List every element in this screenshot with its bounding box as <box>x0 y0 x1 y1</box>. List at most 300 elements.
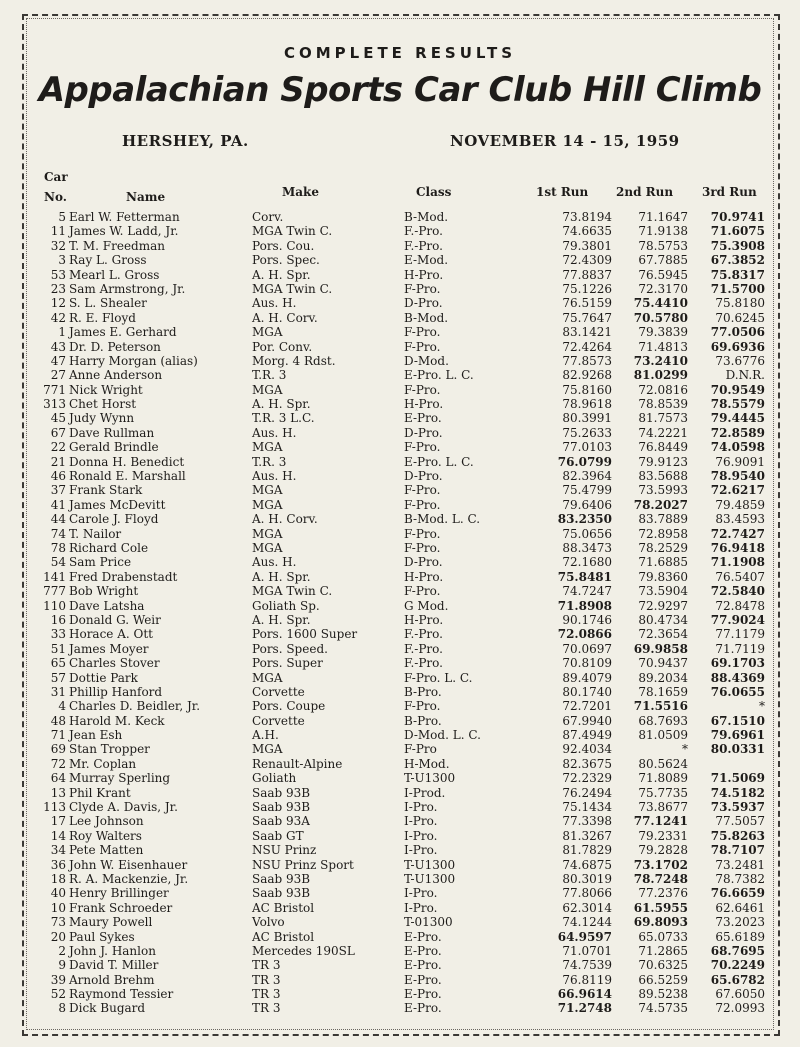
table-row <box>0 699 800 713</box>
run3-time: 75.8180 <box>715 296 765 311</box>
run3-time: 69.6936 <box>710 339 765 354</box>
car-number: 113 <box>43 800 66 815</box>
car-number: 43 <box>50 339 66 354</box>
driver-name: Frank Stark <box>69 483 143 498</box>
run3-time: 71.7119 <box>715 641 765 656</box>
table-row <box>0 296 800 310</box>
car-number: 313 <box>43 397 66 412</box>
run1-time: 79.6406 <box>562 497 612 512</box>
car-make: MGA <box>252 325 283 340</box>
car-make: TR 3 <box>252 972 281 987</box>
car-number: 36 <box>50 857 66 872</box>
car-make: AC Bristol <box>252 900 315 915</box>
run3-time: 72.0993 <box>715 1001 765 1016</box>
car-make: Pors. Cou. <box>252 238 315 253</box>
table-row <box>0 944 800 958</box>
driver-name: Phil Krant <box>69 785 131 800</box>
run1-time: 64.9597 <box>557 929 612 944</box>
table-row <box>0 411 800 425</box>
run3-time: 77.9024 <box>710 612 765 627</box>
run1-time: 75.0656 <box>562 526 612 541</box>
run1-time: 74.7539 <box>562 958 612 973</box>
run2-time: 75.7735 <box>638 785 688 800</box>
car-make: TR 3 <box>252 958 281 973</box>
run1-time: 74.7247 <box>562 584 612 599</box>
run2-time: 72.8958 <box>638 526 688 541</box>
car-number: 69 <box>50 742 66 757</box>
run2-time: 83.5688 <box>638 469 688 484</box>
run3-time: 62.6461 <box>715 900 765 915</box>
car-make: NSU Prinz Sport <box>252 857 354 872</box>
table-row <box>0 886 800 900</box>
car-class: F-Pro. <box>404 339 441 354</box>
car-number: 57 <box>50 670 66 685</box>
car-number: 45 <box>50 411 66 426</box>
run1-time: 82.3964 <box>562 469 612 484</box>
car-number: 42 <box>50 310 66 325</box>
run1-time: 75.2633 <box>562 425 612 440</box>
run2-time: 76.8449 <box>638 440 688 455</box>
car-make: Corvette <box>252 684 305 699</box>
run2-time: 72.0816 <box>638 382 688 397</box>
table-row <box>0 455 800 469</box>
table-row <box>0 786 800 800</box>
car-class: D-Pro. <box>404 469 443 484</box>
car-class: F.-Pro. <box>404 641 443 656</box>
car-number: 110 <box>43 598 66 613</box>
run3-time: 74.5182 <box>710 785 765 800</box>
car-number: 67 <box>50 425 66 440</box>
results-kicker: COMPLETE RESULTS <box>283 44 517 62</box>
driver-name: Phillip Hanford <box>69 684 163 699</box>
run3-time: 79.4445 <box>710 411 765 426</box>
run2-time: 78.8539 <box>638 397 688 412</box>
car-number: 64 <box>50 771 66 786</box>
run2-time: 76.5945 <box>638 267 688 282</box>
driver-name: Ronald E. Marshall <box>69 469 186 484</box>
driver-name: Judy Wynn <box>69 411 135 426</box>
car-class: B-Pro. <box>404 713 442 728</box>
run3-time: 80.0331 <box>710 742 765 757</box>
car-number: 8 <box>58 1001 66 1016</box>
car-make: Pors. 1600 Super <box>252 627 358 642</box>
run3-time: 69.1703 <box>710 656 765 671</box>
car-make: Pors. Super <box>252 656 323 671</box>
run3-time: 76.9091 <box>715 454 765 469</box>
run2-time: 72.9297 <box>638 598 688 613</box>
driver-name: Sam Armstrong, Jr. <box>69 281 186 296</box>
car-number: 53 <box>50 267 66 282</box>
table-row <box>0 282 800 296</box>
run3-time: 72.5840 <box>710 584 765 599</box>
run3-time: 72.6217 <box>710 483 765 498</box>
car-class: E-Pro. L. C. <box>404 368 474 383</box>
col-header-run1: 1st Run <box>536 185 589 199</box>
driver-name: Charles Stover <box>69 656 160 671</box>
run2-time: 71.2865 <box>638 943 688 958</box>
run1-time: 77.8066 <box>562 886 612 901</box>
car-make: Corvette <box>252 713 305 728</box>
run1-time: 81.7829 <box>562 843 612 858</box>
driver-name: James McDevitt <box>69 497 166 512</box>
run3-time: 77.1179 <box>715 627 765 642</box>
table-row <box>0 800 800 814</box>
run3-time: 83.4593 <box>715 512 765 527</box>
run2-time: 72.3654 <box>638 627 688 642</box>
run3-time: 65.6189 <box>715 929 765 944</box>
car-class: E-Pro. <box>404 929 442 944</box>
run1-time: 80.3019 <box>562 871 612 886</box>
car-make: MGA Twin C. <box>252 281 333 296</box>
run2-time: 72.3170 <box>638 281 688 296</box>
run3-time: 71.5700 <box>710 281 765 296</box>
run1-time: 77.8573 <box>562 353 612 368</box>
run3-time: 73.5937 <box>710 800 765 815</box>
table-row <box>0 527 800 541</box>
driver-name: Mearl L. Gross <box>69 267 160 282</box>
driver-name: Donna H. Benedict <box>69 454 185 469</box>
car-number: 48 <box>50 713 66 728</box>
run2-time: 74.5735 <box>638 1001 688 1016</box>
driver-name: T. M. Freedman <box>69 238 165 253</box>
run2-time: 71.4813 <box>638 339 688 354</box>
car-class: D-Pro. <box>404 555 443 570</box>
car-class: F-Pro. <box>404 382 441 397</box>
run1-time: 90.1746 <box>562 612 612 627</box>
run3-time: 79.6961 <box>710 728 765 743</box>
run1-time: 71.0701 <box>562 943 612 958</box>
run1-time: 72.2329 <box>562 771 612 786</box>
col-header-run3: 3rd Run <box>702 185 757 199</box>
table-row <box>0 613 800 627</box>
table-row <box>0 599 800 613</box>
car-number: 47 <box>50 353 66 368</box>
run1-time: 70.0697 <box>562 641 612 656</box>
table-row <box>0 771 800 785</box>
run2-time: 68.7693 <box>638 713 688 728</box>
run2-time: 89.2034 <box>638 670 688 685</box>
run1-time: 72.7201 <box>562 699 612 714</box>
run1-time: 82.3675 <box>562 756 612 771</box>
driver-name: S. L. Shealer <box>69 296 147 311</box>
table-row <box>0 426 800 440</box>
driver-name: Dottie Park <box>69 670 138 685</box>
run2-time: 65.0733 <box>638 929 688 944</box>
run1-time: 76.2494 <box>562 785 612 800</box>
car-make: A. H. Spr. <box>252 612 311 627</box>
driver-name: James E. Gerhard <box>69 325 177 340</box>
results-table <box>0 210 800 1016</box>
car-number: 72 <box>50 756 66 771</box>
event-location: HERSHEY, PA. <box>122 132 249 150</box>
car-make: Mercedes 190SL <box>252 943 355 958</box>
car-number: 32 <box>50 238 66 253</box>
car-number: 141 <box>43 569 66 584</box>
run3-time: 78.5579 <box>710 397 765 412</box>
car-make: Aus. H. <box>252 555 297 570</box>
driver-name: John W. Eisenhauer <box>69 857 188 872</box>
car-class: B-Mod. L. C. <box>404 512 481 527</box>
run2-time: 71.1647 <box>638 210 688 224</box>
car-number: 44 <box>50 512 66 527</box>
car-class: B-Pro. <box>404 684 442 699</box>
car-number: 14 <box>50 828 66 843</box>
car-number: 2 <box>58 943 66 958</box>
run2-time: 69.8093 <box>633 915 688 930</box>
car-make: Goliath Sp. <box>252 598 320 613</box>
car-number: 1 <box>58 325 66 340</box>
run3-time: 74.0598 <box>710 440 765 455</box>
car-make: T.R. 3 <box>252 454 287 469</box>
car-class: H-Pro. <box>404 397 444 412</box>
driver-name: Dick Bugard <box>69 1001 146 1016</box>
driver-name: R. A. Mackenzie, Jr. <box>69 871 189 886</box>
table-row <box>0 383 800 397</box>
car-make: Saab 93B <box>252 871 311 886</box>
car-class: E-Pro. L. C. <box>404 454 474 469</box>
car-number: 23 <box>50 281 66 296</box>
run2-time: 78.2027 <box>633 497 688 512</box>
driver-name: Dave Rullman <box>69 425 155 440</box>
car-class: E-Pro. <box>404 1001 442 1016</box>
table-row <box>0 757 800 771</box>
car-class: I-Pro. <box>404 900 438 915</box>
run3-time: 75.3908 <box>710 238 765 253</box>
car-class: F-Pro. <box>404 526 441 541</box>
car-number: 9 <box>58 958 66 973</box>
car-class: F-Pro. <box>404 540 441 555</box>
car-make: Morg. 4 Rdst. <box>252 353 336 368</box>
run2-time: 70.9437 <box>638 656 688 671</box>
run3-time: 78.7382 <box>715 871 765 886</box>
table-row <box>0 685 800 699</box>
driver-name: James Moyer <box>69 641 149 656</box>
car-class: E-Pro. <box>404 987 442 1002</box>
run3-time: 71.6075 <box>710 224 765 239</box>
car-make: Renault-Alpine <box>252 756 343 771</box>
run1-time: 75.4799 <box>562 483 612 498</box>
run3-time: 68.7695 <box>710 943 765 958</box>
car-make: MGA <box>252 440 283 455</box>
car-class: D-Mod. L. C. <box>404 728 481 743</box>
driver-name: Bob Wright <box>69 584 139 599</box>
table-row <box>0 1001 800 1015</box>
table-row <box>0 325 800 339</box>
driver-name: Mr. Coplan <box>69 756 137 771</box>
car-make: A.H. <box>252 728 279 743</box>
driver-name: T. Nailor <box>69 526 122 541</box>
run1-time: 92.4034 <box>562 742 612 757</box>
run2-time: 81.7573 <box>638 411 688 426</box>
run2-time: 79.8360 <box>638 569 688 584</box>
driver-name: Pete Matten <box>69 843 144 858</box>
car-number: 18 <box>50 871 66 886</box>
car-number: 52 <box>50 987 66 1002</box>
car-class: I-Pro. <box>404 828 438 843</box>
run1-time: 75.7647 <box>562 310 612 325</box>
run1-time: 87.4949 <box>562 728 612 743</box>
run1-time: 78.9618 <box>562 397 612 412</box>
run1-time: 74.6635 <box>562 224 612 239</box>
run2-time: 71.6885 <box>638 555 688 570</box>
car-make: Corv. <box>252 210 284 224</box>
car-make: MGA <box>252 382 283 397</box>
car-number: 5 <box>58 210 66 224</box>
run1-time: 80.1740 <box>562 684 612 699</box>
car-class: F.-Pro. <box>404 656 443 671</box>
run1-time: 83.2350 <box>557 512 612 527</box>
car-number: 27 <box>50 368 66 383</box>
table-row <box>0 829 800 843</box>
table-row <box>0 958 800 972</box>
run2-time: 79.2331 <box>638 828 688 843</box>
run2-time: 78.2529 <box>638 540 688 555</box>
driver-name: Carole J. Floyd <box>69 512 159 527</box>
car-make: A. H. Spr. <box>252 569 311 584</box>
car-make: T.R. 3 L.C. <box>252 411 315 426</box>
car-number: 37 <box>50 483 66 498</box>
car-class: F-Pro. <box>404 497 441 512</box>
run2-time: 73.8677 <box>638 800 688 815</box>
driver-name: James W. Ladd, Jr. <box>69 224 179 239</box>
car-make: Por. Conv. <box>252 339 313 354</box>
table-row <box>0 210 800 224</box>
driver-name: Dr. D. Peterson <box>69 339 161 354</box>
car-number: 71 <box>50 728 66 743</box>
car-make: Saab 93B <box>252 886 311 901</box>
driver-name: John J. Hanlon <box>69 943 156 958</box>
driver-name: Lee Johnson <box>69 814 144 829</box>
driver-name: Paul Sykes <box>69 929 135 944</box>
car-make: MGA Twin C. <box>252 224 333 239</box>
run3-time: 77.5057 <box>715 814 765 829</box>
car-make: Volvo <box>252 915 285 930</box>
run3-time: 72.7427 <box>710 526 765 541</box>
driver-name: Murray Sperling <box>69 771 171 786</box>
car-class: F.-Pro. <box>404 627 443 642</box>
col-header-class: Class <box>416 185 452 199</box>
run2-time: 79.9123 <box>638 454 688 469</box>
car-number: 78 <box>50 540 66 555</box>
car-class: G Mod. <box>404 598 449 613</box>
run3-time: 78.7107 <box>710 843 765 858</box>
car-number: 40 <box>50 886 66 901</box>
car-number: 31 <box>50 684 66 699</box>
car-make: TR 3 <box>252 987 281 1002</box>
car-class: E-Pro. <box>404 972 442 987</box>
run2-time: 79.3839 <box>638 325 688 340</box>
run1-time: 73.8194 <box>562 210 612 224</box>
car-number: 65 <box>50 656 66 671</box>
driver-name: David T. Miller <box>69 958 159 973</box>
table-row <box>0 512 800 526</box>
car-class: H-Pro. <box>404 569 444 584</box>
run1-time: 77.0103 <box>562 440 612 455</box>
car-make: Aus. H. <box>252 469 297 484</box>
run3-time: 67.1510 <box>710 713 765 728</box>
car-number: 11 <box>50 224 66 239</box>
table-row <box>0 224 800 238</box>
car-class: T-01300 <box>404 915 453 930</box>
driver-name: Nick Wright <box>69 382 143 397</box>
table-row <box>0 397 800 411</box>
run2-time: 61.5955 <box>633 900 688 915</box>
run2-time: 77.2376 <box>638 886 688 901</box>
car-class: F-Pro. <box>404 584 441 599</box>
car-class: E-Pro. <box>404 411 442 426</box>
car-class: F-Pro. <box>404 699 441 714</box>
car-class: B-Mod. <box>404 310 449 325</box>
col-header-car: Car <box>44 170 68 184</box>
car-class: E-Mod. <box>404 253 449 268</box>
driver-name: Clyde A. Davis, Jr. <box>69 800 178 815</box>
driver-name: Harry Morgan (alias) <box>69 353 198 368</box>
driver-name: R. E. Floyd <box>69 310 136 325</box>
driver-name: Anne Anderson <box>69 368 163 383</box>
run2-time: 71.9138 <box>638 224 688 239</box>
driver-name: Sam Price <box>69 555 132 570</box>
table-row <box>0 714 800 728</box>
event-date: NOVEMBER 14 - 15, 1959 <box>450 132 680 150</box>
table-row <box>0 973 800 987</box>
run2-time: 79.2828 <box>638 843 688 858</box>
run3-time: 77.0506 <box>710 325 765 340</box>
car-class: F-Pro. <box>404 325 441 340</box>
col-header-name: Name <box>126 190 166 204</box>
car-number: 777 <box>43 584 66 599</box>
car-make: Pors. Speed. <box>252 641 328 656</box>
run2-time: 73.5993 <box>638 483 688 498</box>
table-row <box>0 987 800 1001</box>
run3-time: 73.2481 <box>715 857 765 872</box>
car-number: 22 <box>50 440 66 455</box>
run2-time: 81.0509 <box>638 728 688 743</box>
car-make: Goliath <box>252 771 297 786</box>
run1-time: 74.6875 <box>562 857 612 872</box>
run2-time: 78.7248 <box>633 871 688 886</box>
car-number: 41 <box>50 497 66 512</box>
run3-time: 76.9418 <box>710 540 765 555</box>
table-row <box>0 440 800 454</box>
car-make: Saab GT <box>252 828 304 843</box>
car-class: T-U1300 <box>404 771 456 786</box>
car-make: MGA Twin C. <box>252 584 333 599</box>
car-class: F-Pro <box>404 742 437 757</box>
driver-name: Arnold Brehm <box>69 972 155 987</box>
run2-time: 89.5238 <box>638 987 688 1002</box>
run3-time: 75.8317 <box>710 267 765 282</box>
car-number: 10 <box>50 900 66 915</box>
run1-time: 81.3267 <box>562 828 612 843</box>
car-make: Aus. H. <box>252 296 297 311</box>
driver-name: Chet Horst <box>69 397 137 412</box>
run3-time: 76.6659 <box>710 886 765 901</box>
table-row <box>0 555 800 569</box>
run2-time: 80.4734 <box>638 612 688 627</box>
car-make: A. H. Corv. <box>252 310 318 325</box>
run1-time: 77.8837 <box>562 267 612 282</box>
car-number: 771 <box>43 382 66 397</box>
run1-time: 75.1434 <box>562 800 612 815</box>
table-row <box>0 570 800 584</box>
run3-time: 71.5069 <box>710 771 765 786</box>
run2-time: 70.5780 <box>633 310 688 325</box>
col-header-no: No. <box>44 190 67 204</box>
car-class: F.-Pro. <box>404 224 443 239</box>
driver-name: Roy Walters <box>69 828 142 843</box>
car-number: 51 <box>50 641 66 656</box>
car-number: 74 <box>50 526 66 541</box>
